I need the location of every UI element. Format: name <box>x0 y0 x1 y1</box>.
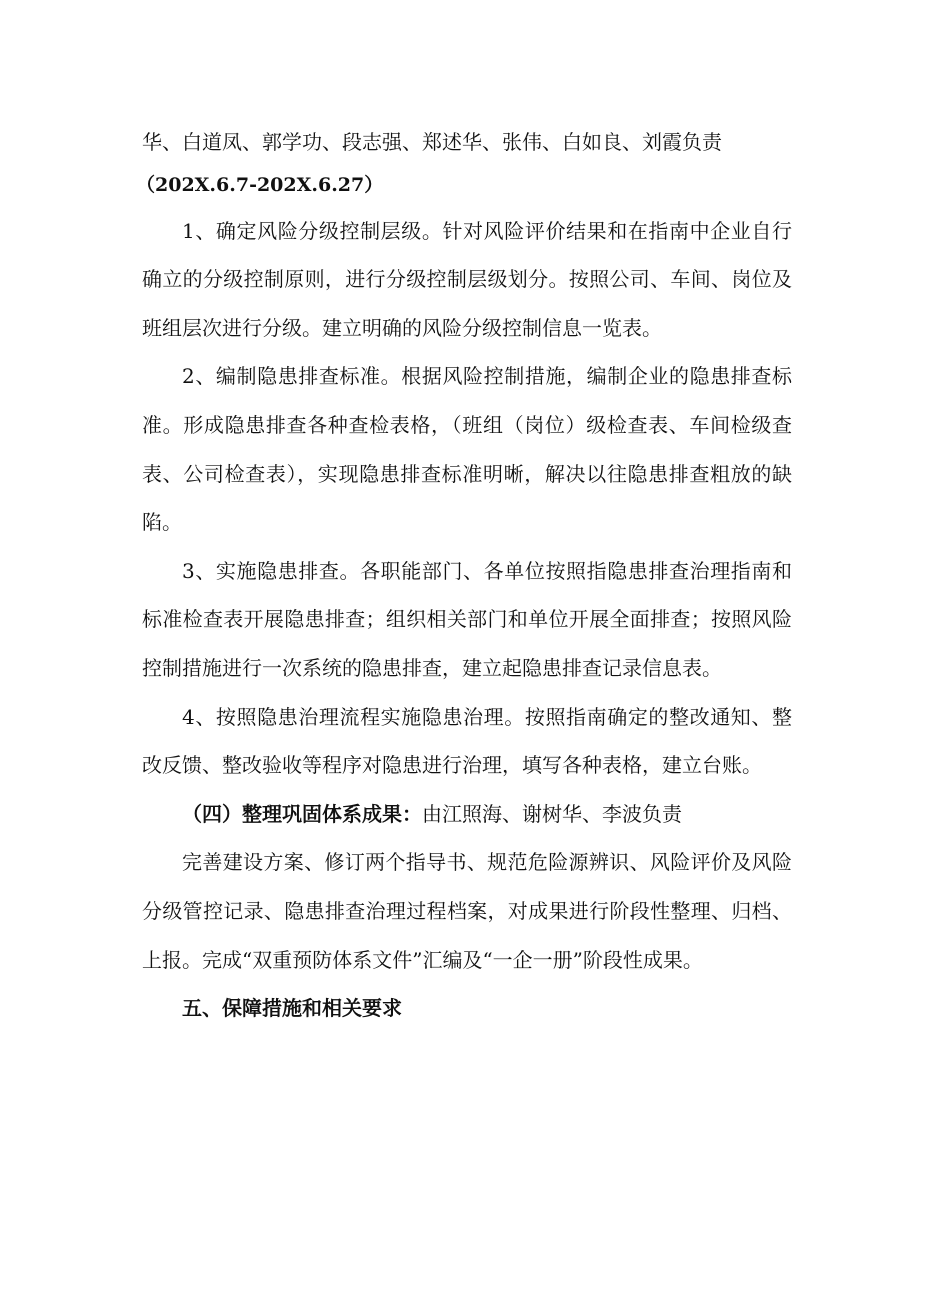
section-title: 五、保障措施和相关要求 <box>182 996 402 1021</box>
subsection-body: 完善建设方案、修订两个指导书、规范危险源辨识、风险评价及风险分级管控记录、隐患排查治理过程档案，对成果进行阶段性整理、归档、上报。完成“双重预防体系文件”汇编及“一企一册”阶段性成果。 <box>142 850 792 972</box>
item-paragraph-3: 3、实施隐患排查。各职能部门、各单位按照指隐患排查治理指南和标准检查表开展隐患排查；组织相关部门和单位开展全面排查；按照风险控制措施进行一次系统的隐患排查，建立起隐患排查记录信息表。 <box>142 558 792 680</box>
subsection-heading <box>142 790 792 839</box>
date-range: （202X.6.7-202X.6.27） <box>136 173 384 196</box>
subsection-title: （四）整理巩固体系成果： <box>182 801 422 826</box>
subsection-responsible: 由江照海、谢树华、李波负责 <box>422 801 682 826</box>
item-paragraph-2: 2、编制隐患排查标准。根据风险控制措施，编制企业的隐患排查标准。形成隐患排查各种查检表格，（班组（岗位）级检查表、车间检级查表、公司检查表），实现隐患排查标准明晰，解决以往隐患排查粗放的缺陷。 <box>142 364 792 535</box>
responsible-persons-line: 华、白道凤、郭学功、段志强、郑述华、张伟、白如良、刘霞负责 <box>142 130 722 154</box>
item-paragraph-1: 1、确定风险分级控制层级。针对风险评价结果和在指南中企业自行确立的分级控制原则，进行分级控制层级划分。按照公司、车间、岗位及班组层次进行分级。建立明确的风险分级控制信息一览表。 <box>142 218 792 340</box>
item-paragraph-4: 4、按照隐患治理流程实施隐患治理。按照指南确定的整改通知、整改反馈、整改验收等程序对隐患进行治理，填写各种表格，建立台账。 <box>142 704 792 778</box>
document-body <box>136 118 792 1033</box>
